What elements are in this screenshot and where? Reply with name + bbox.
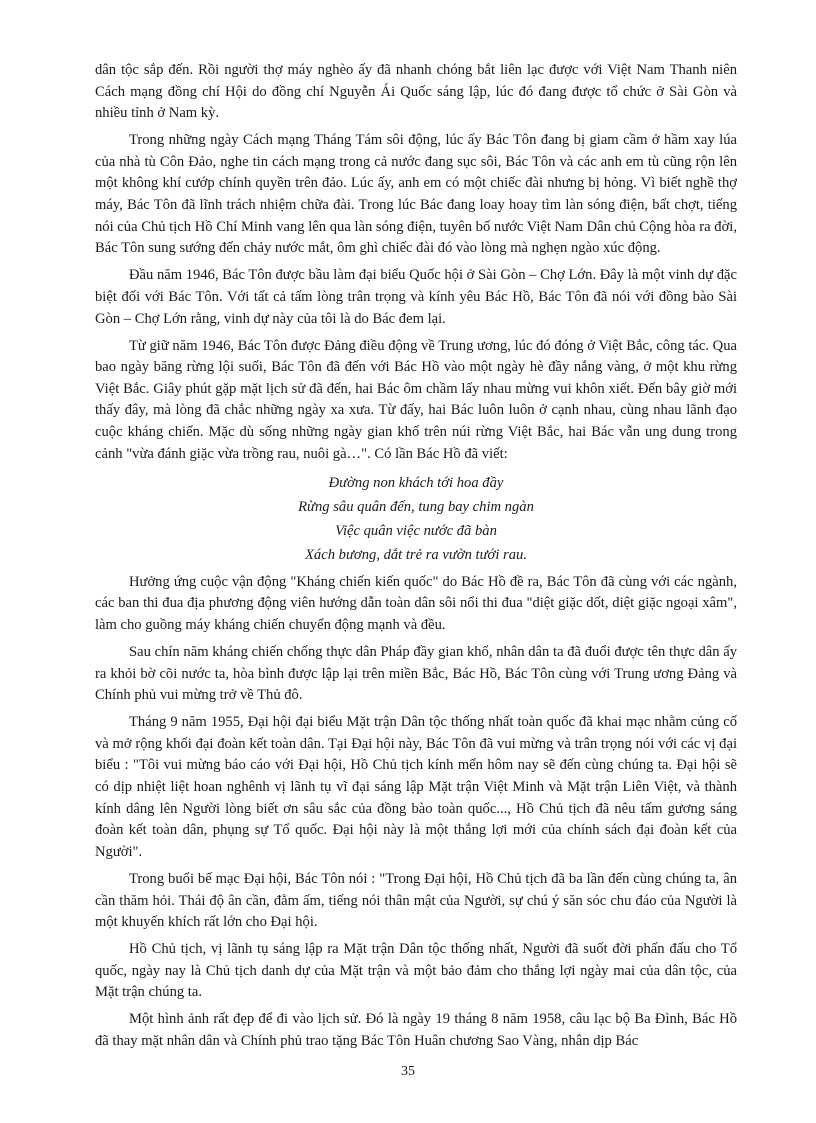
page-number: 35 <box>401 1064 415 1079</box>
paragraph: Hồ Chủ tịch, vị lãnh tụ sáng lập ra Mặt trận Dân tộc thống nhất, Người đã suốt đời phấn đấu cho Tổ quốc, ngày nay là Chủ tịch danh dự của Mặt trận và một bảo đảm cho thắng lợi ngày mai của dân tộc, của Mặt trận chúng ta. <box>95 941 737 1001</box>
poem-line: Đường non khách tới hoa đầy <box>328 474 504 491</box>
page-body <box>95 60 737 1058</box>
paragraph: Hưởng ứng cuộc vận động "Kháng chiến kiến quốc" do Bác Hồ đề ra, Bác Tôn đã cùng với các ngành, các ban thi đua địa phương động viên hướng dẫn toàn dân sôi nổi thi đua "diệt giặc dốt, diệt giặc ngoại xâm", làm cho guồng máy kháng chiến chuyển động mạnh và đều. <box>95 573 737 633</box>
poem-line: Rừng sâu quân đến, tung bay chim ngàn <box>298 498 534 515</box>
paragraph: Tháng 9 năm 1955, Đại hội đại biểu Mặt trận Dân tộc thống nhất toàn quốc đã khai mạc nhằm củng cố và mở rộng khối đại đoàn kết toàn dân. Tại Đại hội này, Bác Tôn đã vui mừng và trân trọng nói với các vị đại biểu : "Tôi vui mừng báo cáo với Đại hội, Hồ Chủ tịch kính mến hôm nay sẽ đến cùng chúng ta. Đại hội sẽ có dịp nhiệt liệt hoan nghênh vị lãnh tụ vĩ đại sáng lập Mặt trận Việt Minh và Mặt trận Liên Việt, và thành kính dâng lên Người lòng biết ơn sâu sắc của đồng bào toàn quốc..., Hồ Chủ tịch đã nêu tấm gương sáng đoàn kết toàn dân, phụng sự Tổ quốc. Đại hội này là một thắng lợi mới của chính sách đại đoàn kết của Người". <box>95 714 737 860</box>
paragraph: dân tộc sắp đến. Rồi người thợ máy nghèo ấy đã nhanh chóng bắt liên lạc được với Việt Nam Thanh niên Cách mạng đồng chí Hội do đồng chí Nguyễn Ái Quốc sáng lập, lúc đó đang được tổ chức ở Sài Gòn và nhiều tỉnh ở Nam kỳ. <box>95 62 737 122</box>
paragraph: Một hình ảnh rất đẹp để đi vào lịch sử. Đó là ngày 19 tháng 8 năm 1958, câu lạc bộ Ba Đình, Bác Hồ đã thay mặt nhân dân và Chính phủ trao tặng Bác Tôn Huân chương Sao Vàng, nhân dịp Bác <box>95 1011 737 1050</box>
paragraph: Sau chín năm kháng chiến chống thực dân Pháp đầy gian khổ, nhân dân ta đã đuổi được tên thực dân ấy ra khỏi bờ cõi nước ta, hòa bình được lập lại trên miền Bắc, Bác Hồ, Bác Tôn cùng với Trung ương Đảng và Chính phủ vui mừng trở về Thủ đô. <box>95 643 737 704</box>
poem-line: Xách bương, dắt trẻ ra vườn tưới rau. <box>305 546 527 563</box>
paragraph: Trong buổi bế mạc Đại hội, Bác Tôn nói : "Trong Đại hội, Hồ Chủ tịch đã ba lần đến cùng chúng ta, ân cần thăm hỏi. Thái độ ân cần, đằm ấm, tiếng nói thân mật của Người, sự chú ý săn sóc chu đáo của Người là một khuyến khích rất lớn cho Đại hội. <box>95 870 737 931</box>
paragraph: Trong những ngày Cách mạng Tháng Tám sôi động, lúc ấy Bác Tôn đang bị giam cầm ở hầm xay lúa của nhà tù Côn Đảo, nghe tin cách mạng trong cả nước đang sục sôi, Bác Tôn và các anh em tù cũng rộn lên một không khí cướp chính quyền trên đảo. Lúc ấy, anh em có một chiếc đài nhưng bị hỏng. Vì biết nghề thợ máy, Bác Tôn đã lĩnh trách nhiệm chữa đài. Trong lúc Bác đang loay hoay tìm làn sóng điện, bất chợt, tiếng nói của Chủ tịch Hồ Chí Minh vang lên qua làn sóng điện, tuyên bố nước Việt Nam Dân chủ Cộng hòa ra đời, Bác Tôn sung sướng đến chảy nước mắt, ôm ghì chiếc đài đó vào lòng mà nghẹn ngào xúc động. <box>95 132 737 257</box>
poem-line: Việc quân việc nước đã bàn <box>335 522 497 539</box>
paragraph: Đầu năm 1946, Bác Tôn được bầu làm đại biểu Quốc hội ở Sài Gòn – Chợ Lớn. Đây là một vinh dự đặc biệt đối với Bác Tôn. Với tất cả tấm lòng trân trọng và kính yêu Bác Hồ, Bác Tôn đã nói với đồng bào Sài Gòn – Chợ Lớn rằng, vinh dự này của tôi là do Bác đem lại. <box>95 267 737 327</box>
poem <box>95 471 737 567</box>
paragraph: Từ giữ năm 1946, Bác Tôn được Đảng điều động về Trung ương, lúc đó đóng ở Việt Bắc, công tác. Qua bao ngày băng rừng lội suối, Bác Tôn đã đến với Bác Hồ vào một ngày hè đầy nắng vàng, ở một khu rừng Việt Bắc. Giây phút gặp mặt lịch sử đã đến, hai Bác ôm chầm lấy nhau mừng vui khôn xiết. Đến bây giờ mới thấy đây, mà lòng đã chắc những ngày xa xưa. Từ đấy, hai Bác luôn luôn ở cạnh nhau, cùng nhau lãnh đạo cuộc kháng chiến. Mặc dù sống những ngày gian khổ trên núi rừng Việt Bắc, hai Bác vẫn ung dung trong cảnh "vừa đánh giặc vừa trồng rau, nuôi gà…". Có lần Bác Hồ đã viết: <box>95 337 737 462</box>
